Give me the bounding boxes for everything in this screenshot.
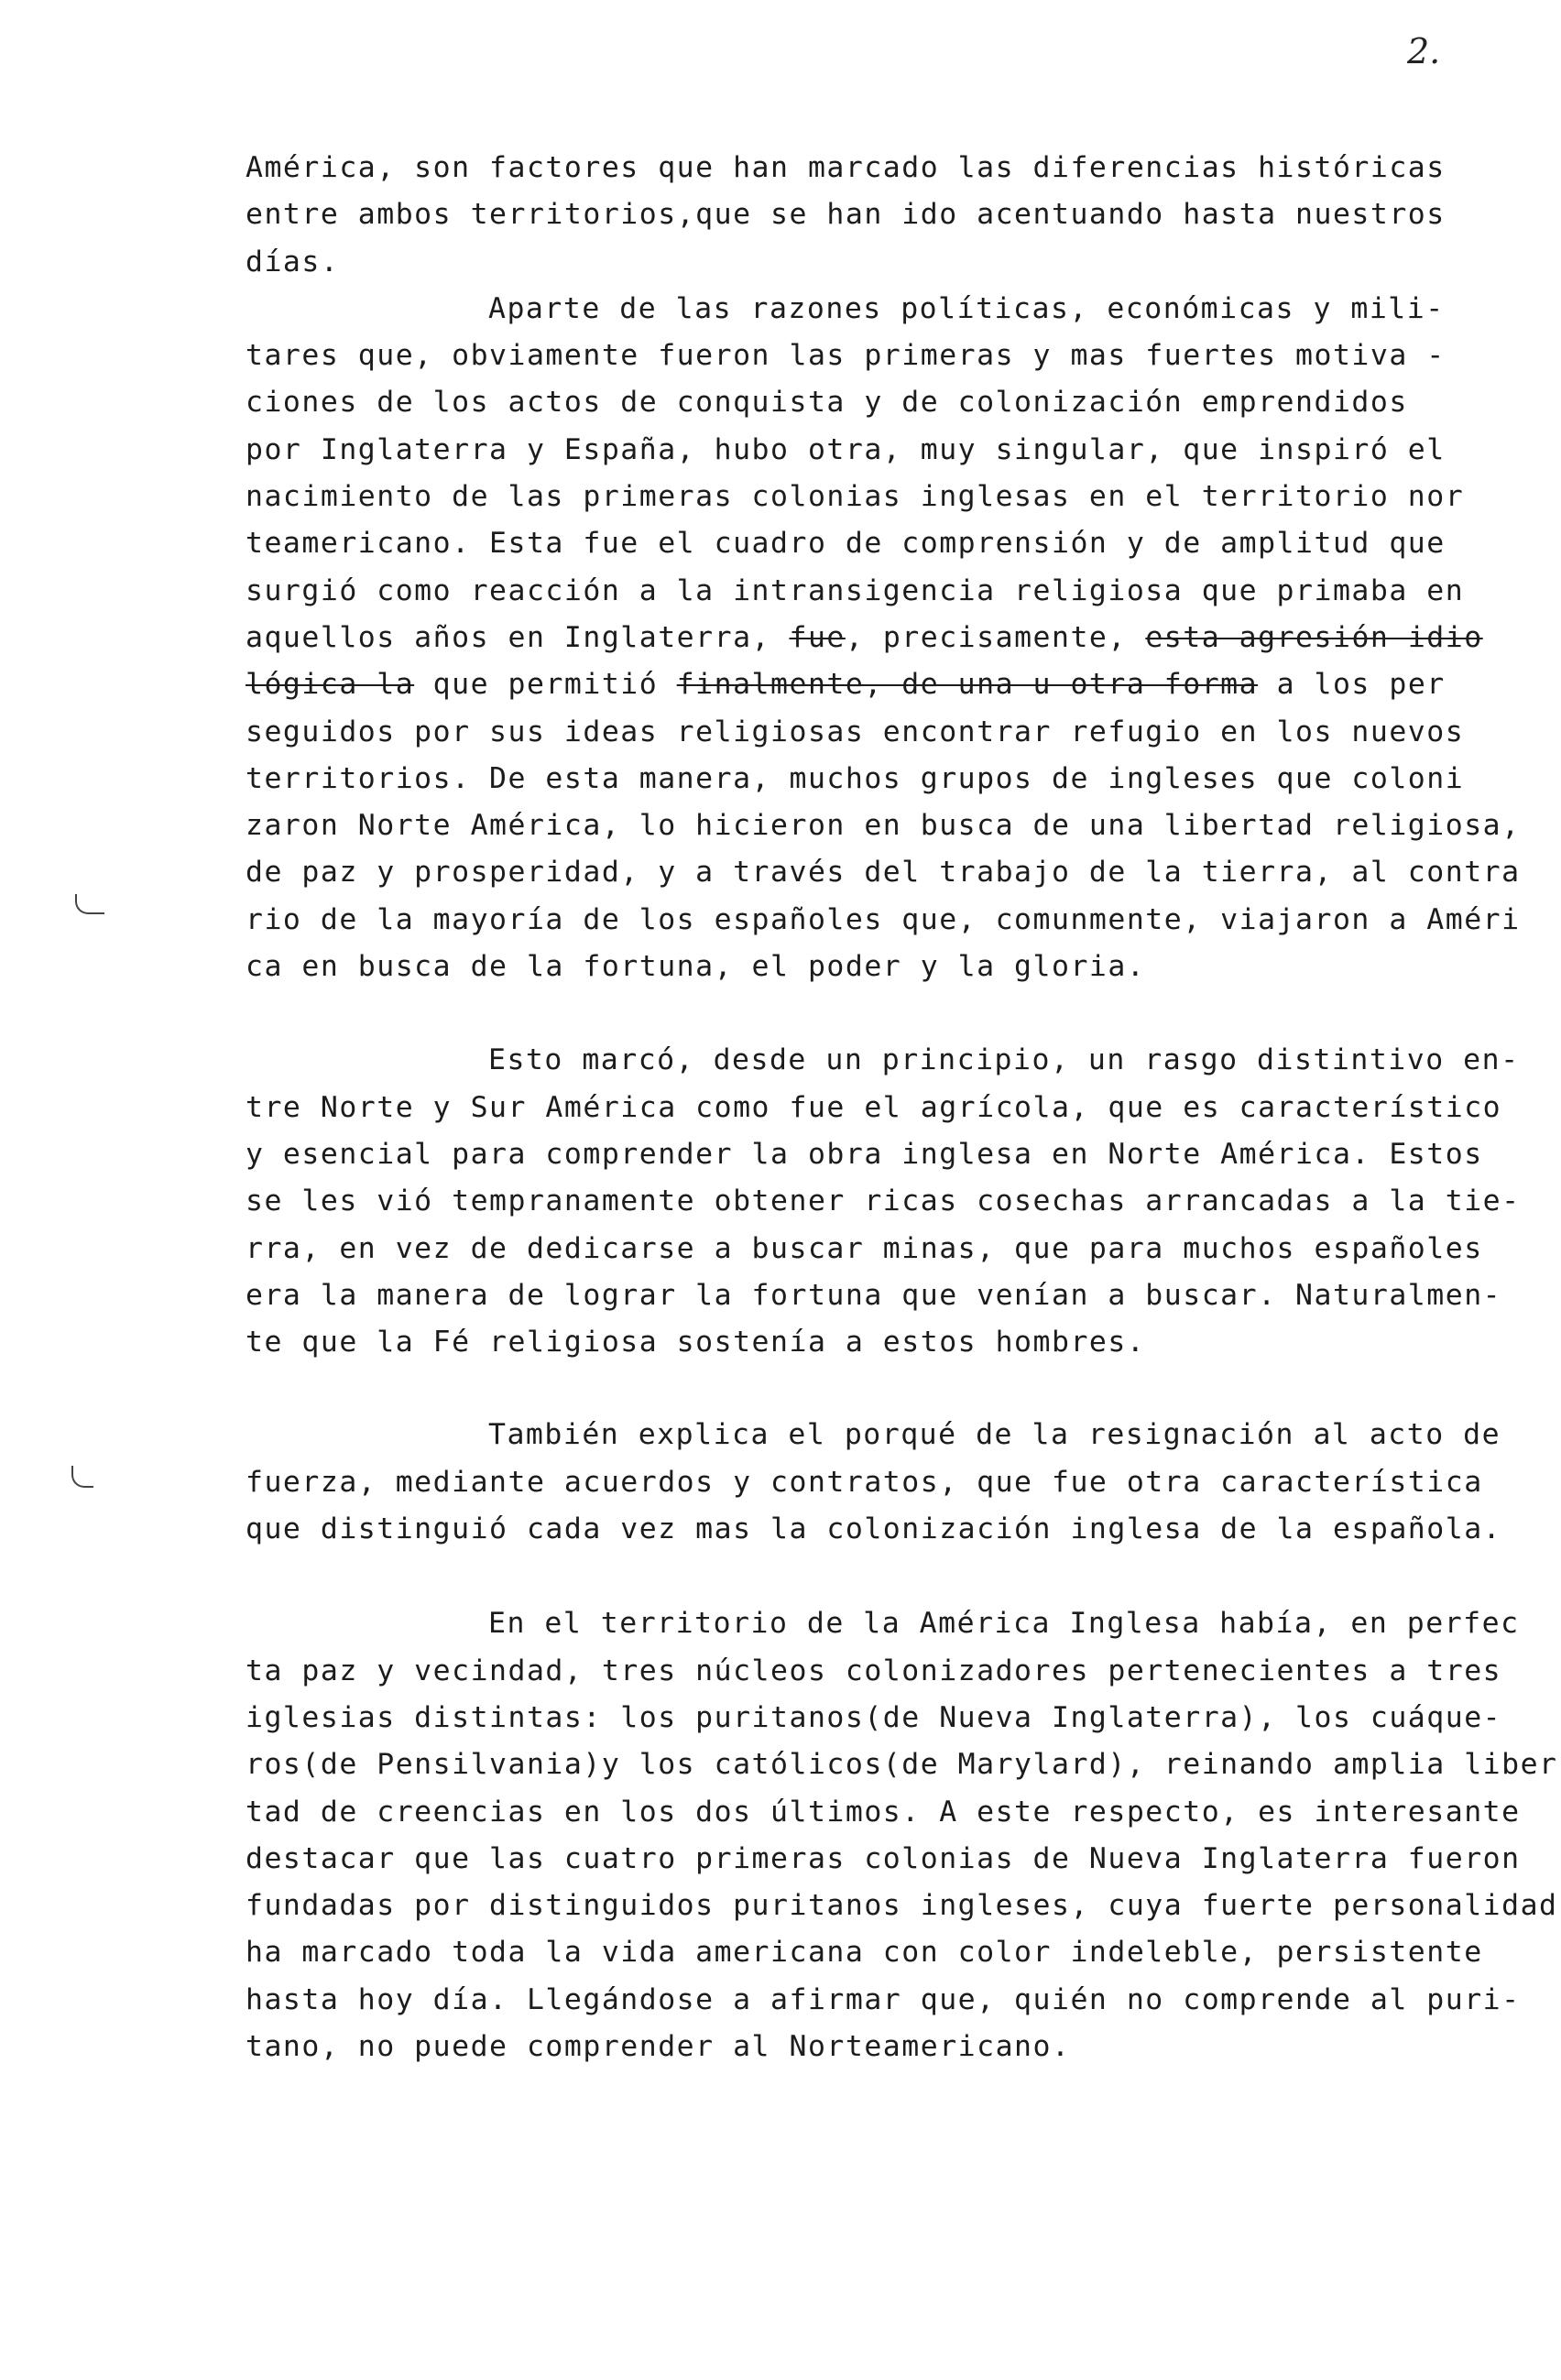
paragraph-2 [246, 286, 1546, 990]
text-line [246, 615, 1546, 661]
text-line: de paz y prosperidad, y a través del trabajo de la tierra, al contra [246, 856, 1521, 890]
text-line: te que la Fé religiosa sostenía a estos hombres. [246, 1326, 1146, 1359]
text-line: seguidos por sus ideas religiosas encontrar refugio en los nuevos [246, 715, 1465, 748]
text-line: tre Norte y Sur América como fue el agrícola, que es característico [246, 1090, 1502, 1124]
text-line: teamericano. Esta fue el cuadro de comprensión y de amplitud que [246, 527, 1446, 561]
struck-text: fue [789, 620, 846, 654]
text-line: tano, no puede comprender al Norteamericano. [246, 2029, 1071, 2063]
text-line: tad de creencias en los dos últimos. A este respecto, es interesante [246, 1795, 1521, 1829]
text-line: surgió como reacción a la intransigencia religiosa que primaba en [246, 573, 1465, 607]
text-segment: , precisamente, [845, 620, 1146, 654]
text-line: ciones de los actos de conquista y de colonización emprendidos [246, 386, 1408, 420]
text-line: por Inglaterra y España, hubo otra, muy singular, que inspiró el [246, 432, 1446, 466]
body-text [246, 145, 1558, 2070]
text-line: América, son factores que han marcado las diferencias históricas [246, 151, 1446, 184]
text-line: rra, en vez de dedicarse a buscar minas, que para muchos españoles [246, 1231, 1483, 1265]
text-line: destacar que las cuatro primeras colonias de Nueva Inglaterra fueron [246, 1841, 1521, 1875]
text-line: nacimiento de las primeras colonias inglesas en el territorio nor [246, 480, 1465, 514]
text-line: días. [246, 245, 340, 278]
paragraph-1 [246, 145, 1546, 286]
text-line: También explica el porqué de la resignación al acto de [488, 1418, 1501, 1452]
text-line: En el territorio de la América Inglesa había, en perfec [488, 1607, 1520, 1641]
text-line: que distinguió cada vez mas la colonización inglesa de la española. [246, 1512, 1502, 1546]
struck-text: esta agresión idio [1145, 620, 1483, 654]
struck-text: finalmente, de una u otra forma [676, 668, 1259, 702]
text-segment: que permitió [432, 668, 677, 702]
text-line: iglesias distintas: los puritanos(de Nueva Inglaterra), los cuáque- [246, 1700, 1502, 1734]
text-line: hasta hoy día. Llegándose a afirmar que, quién no comprende al puri- [246, 1982, 1521, 2016]
text-line: ros(de Pensilvania)y los católicos(de Marylard), reinando amplia liber [246, 1748, 1558, 1782]
struck-text: lógica la [246, 668, 415, 702]
margin-pencil-mark [75, 894, 104, 914]
text-line: fuerza, mediante acuerdos y contratos, que fue otra característica [246, 1465, 1483, 1499]
text-segment: a los per [1258, 668, 1446, 702]
text-line: ta paz y vecindad, tres núcleos colonizadores pertenecientes a tres [246, 1654, 1502, 1687]
text-line: se les vió tempranamente obtener ricas cosechas arrancadas a la tie- [246, 1185, 1521, 1218]
text-line: territorios. De esta manera, muchos grupos de ingleses que coloni [246, 761, 1465, 795]
text-line: entre ambos territorios,que se han ido acentuando hasta nuestros [246, 198, 1446, 232]
text-line: era la manera de lograr la fortuna que venían a buscar. Naturalmen- [246, 1278, 1502, 1312]
paragraph-5 [246, 1600, 1558, 2070]
text-line: Esto marcó, desde un principio, un rasgo distintivo en- [488, 1043, 1520, 1077]
page-number: 2. [1407, 31, 1441, 71]
paragraph-3 [246, 1037, 1546, 1366]
text-line: Aparte de las razones políticas, económicas y mili- [488, 291, 1445, 325]
paragraph-4 [246, 1412, 1546, 1553]
text-line: fundadas por distinguidos puritanos ingleses, cuya fuerte personalidad [246, 1889, 1558, 1923]
margin-pencil-mark [71, 1466, 93, 1488]
text-line: ca en busca de la fortuna, el poder y la gloria. [246, 950, 1146, 984]
text-line: zaron Norte América, lo hicieron en busca de una libertad religiosa, [246, 809, 1521, 843]
text-line: y esencial para comprender la obra inglesa en Norte América. Estos [246, 1137, 1483, 1171]
text-line [246, 661, 1546, 708]
text-line: tares que, obviamente fueron las primeras y mas fuertes motiva - [246, 339, 1446, 373]
text-segment: aquellos años en Inglaterra, [246, 620, 790, 654]
text-line: ha marcado toda la vida americana con color indeleble, persistente [246, 1936, 1483, 1970]
text-line: rio de la mayoría de los españoles que, comunmente, viajaron a Améri [246, 902, 1521, 936]
